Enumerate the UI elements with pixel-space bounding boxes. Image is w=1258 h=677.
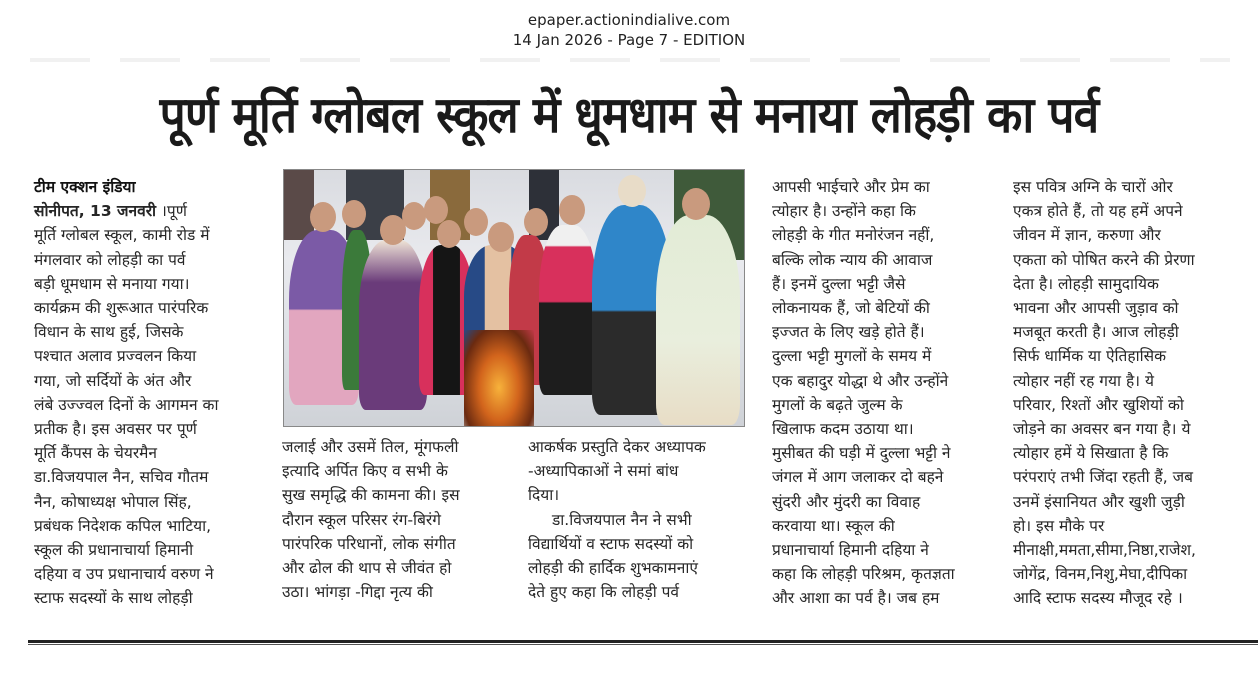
article-column-4 bbox=[772, 175, 1004, 611]
text-line: विधान के साथ हुई, जिसके bbox=[34, 323, 184, 342]
text-line: मंगलवार को लोहड़ी का पर्व bbox=[34, 250, 186, 269]
text-line: करवाया था। स्कूल की bbox=[772, 516, 895, 535]
text-line: मूर्ति कैंपस के चेयरमैन bbox=[34, 444, 158, 463]
article-headline: पूर्ण मूर्ति ग्लोबल स्कूल में धूमधाम से मनाया लोहड़ी का पर्व bbox=[159, 86, 1099, 144]
text-line: दुल्ला भट्टी मुगलों के समय में bbox=[772, 347, 932, 366]
text-line: भावना और आपसी जुड़ाव को bbox=[1013, 299, 1179, 318]
text-line: प्रतीक है। इस अवसर पर पूर्ण bbox=[34, 420, 197, 439]
text-line: प्रबंधक निदेशक कपिल भाटिया, bbox=[34, 516, 212, 535]
text-line: उनमें इंसानियत और खुशी जुड़ी bbox=[1013, 492, 1185, 511]
text-line: लोहड़ी की हार्दिक शुभकामनाएं bbox=[528, 559, 698, 578]
text-line: पश्चात अलाव प्रज्वलन किया bbox=[34, 347, 197, 366]
text-line: आदि स्टाफ सदस्य मौजूद रहे । bbox=[1013, 589, 1183, 608]
text-line: गया, जो सर्दियों के अंत और bbox=[34, 371, 192, 390]
text-line: आपसी भाईचारे और प्रेम का bbox=[772, 178, 930, 196]
text-line: -अध्यापिकाओं ने समां बांध bbox=[528, 462, 679, 481]
text-line: जीवन में ज्ञान, करुणा और bbox=[1013, 226, 1161, 245]
text-line: मुगलों के बढ़ते जुल्म के bbox=[772, 395, 903, 414]
text-line: आकर्षक प्रस्तुति देकर अध्यापक bbox=[528, 438, 706, 456]
text-line: हो। इस मौके पर bbox=[1013, 516, 1105, 535]
text-line: मीनाक्षी,ममता,सीमा,निष्ठा,राजेश, bbox=[1013, 541, 1196, 560]
text-line: इत्यादि अर्पित किए व सभी के bbox=[282, 462, 448, 481]
text-line: परिवार, रिश्तों और खुशियों को bbox=[1013, 395, 1184, 414]
person-head bbox=[524, 208, 548, 236]
bonfire bbox=[464, 330, 534, 426]
text-line: सुंदरी और मुंदरी का विवाह bbox=[772, 492, 921, 511]
text-line: कहा कि लोहड़ी परिश्रम, कृतज्ञता bbox=[772, 565, 955, 584]
text-line: मुसीबत की घड़ी में दुल्ला भट्टी ने bbox=[772, 444, 951, 463]
text-line: पारंपरिक परिधानों, लोक संगीत bbox=[282, 534, 456, 553]
text-line: स्टाफ सदस्यों के साथ लोहड़ी bbox=[34, 589, 193, 608]
text-line: त्योहार हमें ये सिखाता है कि bbox=[1013, 444, 1169, 463]
epaper-source-header bbox=[0, 10, 1258, 50]
person-head bbox=[618, 175, 646, 207]
text-line: त्योहार है। उन्होंने कहा कि bbox=[772, 202, 916, 221]
person-head bbox=[464, 208, 488, 236]
source-site: epaper.actionindialive.com bbox=[527, 11, 731, 29]
text-line: हैं। इनमें दुल्ला भट्टी जैसे bbox=[772, 274, 906, 293]
text-line: परंपराएं तभी जिंदा रहती हैं, जब bbox=[1013, 468, 1193, 487]
edition-line: 14 Jan 2026 - Page 7 - EDITION bbox=[512, 31, 746, 49]
text-line: कार्यक्रम की शुरूआत पारंपरिक bbox=[34, 299, 209, 318]
person bbox=[539, 225, 597, 395]
person-head bbox=[437, 220, 461, 248]
faint-text-strip bbox=[30, 58, 1230, 62]
text-line: मूर्ति ग्लोबल स्कूल, कामी रोड में bbox=[34, 226, 210, 245]
text-line: जोगेंद्र, विनम,निशु,मेघा,दीपिका bbox=[1013, 565, 1188, 584]
dateline-line: सोनीपत, 13 जनवरी ।पूर्ण bbox=[34, 202, 187, 221]
text-line: जंगल में आग जलाकर दो बहने bbox=[772, 468, 944, 487]
text-line: मजबूत करती है। आज लोहड़ी bbox=[1013, 323, 1179, 342]
text-line: लंबे उज्ज्वल दिनों के आगमन का bbox=[34, 395, 219, 414]
article-column-1 bbox=[34, 175, 274, 611]
person-head bbox=[559, 195, 585, 225]
article-column-5 bbox=[1013, 175, 1253, 611]
text-line: एकता को पोषित करने की प्रेरणा bbox=[1013, 250, 1195, 269]
text-line: जलाई और उसमें तिल, मूंगफली bbox=[282, 438, 459, 456]
text-line: और आशा का पर्व है। जब हम bbox=[772, 589, 940, 608]
person-head bbox=[488, 222, 514, 252]
text-line: प्रधानाचार्या हिमानी दहिया ने bbox=[772, 541, 929, 560]
text-line: एकत्र होते हैं, तो यह हमें अपने bbox=[1013, 202, 1183, 221]
text-line: और ढोल की थाप से जीवंत हो bbox=[282, 559, 452, 578]
text-line: इज्जत के लिए खड़े होते हैं। bbox=[772, 323, 925, 342]
text-line: डा.विजयपाल नैन, सचिव गौतम bbox=[34, 468, 209, 487]
text-line: स्कूल की प्रधानाचार्या हिमानी bbox=[34, 541, 194, 560]
text-line: देता है। लोहड़ी सामुदायिक bbox=[1013, 274, 1159, 293]
text-line: लोहड़ी के गीत मनोरंजन नहीं, bbox=[772, 226, 935, 245]
article-end-rule bbox=[28, 640, 1258, 643]
person-head bbox=[310, 202, 336, 232]
text-line: जोड़ने का अवसर बन गया है। ये bbox=[1013, 420, 1191, 439]
text-line: बल्कि लोक न्याय की आवाज bbox=[772, 250, 933, 269]
text-line: एक बहादुर योद्धा थे और उन्होंने bbox=[772, 371, 949, 390]
text-line: इस पवित्र अग्नि के चारों ओर bbox=[1013, 178, 1173, 196]
person-head bbox=[682, 188, 710, 220]
article-photo bbox=[283, 169, 745, 427]
text-line: त्योहार नहीं रह गया है। ये bbox=[1013, 371, 1154, 390]
person-head bbox=[342, 200, 366, 228]
byline: टीम एक्शन इंडिया bbox=[34, 178, 136, 196]
text-line: डा.विजयपाल नैन ने सभी bbox=[552, 510, 692, 529]
person-head bbox=[402, 202, 426, 230]
text-line: सुख समृद्धि की कामना की। इस bbox=[282, 486, 460, 505]
article-end-rule-thin bbox=[28, 644, 1258, 645]
photo-bg-poster bbox=[284, 170, 314, 240]
text-line: दौरान स्कूल परिसर रंग-बिरंगे bbox=[282, 510, 441, 529]
article-column-2 bbox=[282, 435, 517, 604]
text-line: दिया। bbox=[528, 486, 560, 505]
text-line: लोकनायक हैं, जो बेटियों की bbox=[772, 299, 930, 318]
text-line: सिर्फ धार्मिक या ऐतिहासिक bbox=[1013, 347, 1167, 366]
article-column-3 bbox=[528, 435, 763, 604]
text-line: बड़ी धूमधाम से मनाया गया। bbox=[34, 274, 190, 293]
text-line: दहिया व उप प्रधानाचार्य वरुण ने bbox=[34, 565, 214, 584]
text-line: खिलाफ कदम उठाया था। bbox=[772, 420, 914, 439]
text-line: नैन, कोषाध्यक्ष भोपाल सिंह, bbox=[34, 492, 192, 511]
person bbox=[359, 240, 427, 410]
dateline: सोनीपत, 13 जनवरी bbox=[34, 202, 157, 221]
person bbox=[656, 215, 740, 425]
text-line: विद्यार्थियों व स्टाफ सदस्यों को bbox=[528, 534, 694, 553]
text-line: उठा। भांगड़ा -गिद्दा नृत्य की bbox=[282, 583, 433, 602]
text-line: देते हुए कहा कि लोहड़ी पर्व bbox=[528, 583, 680, 602]
